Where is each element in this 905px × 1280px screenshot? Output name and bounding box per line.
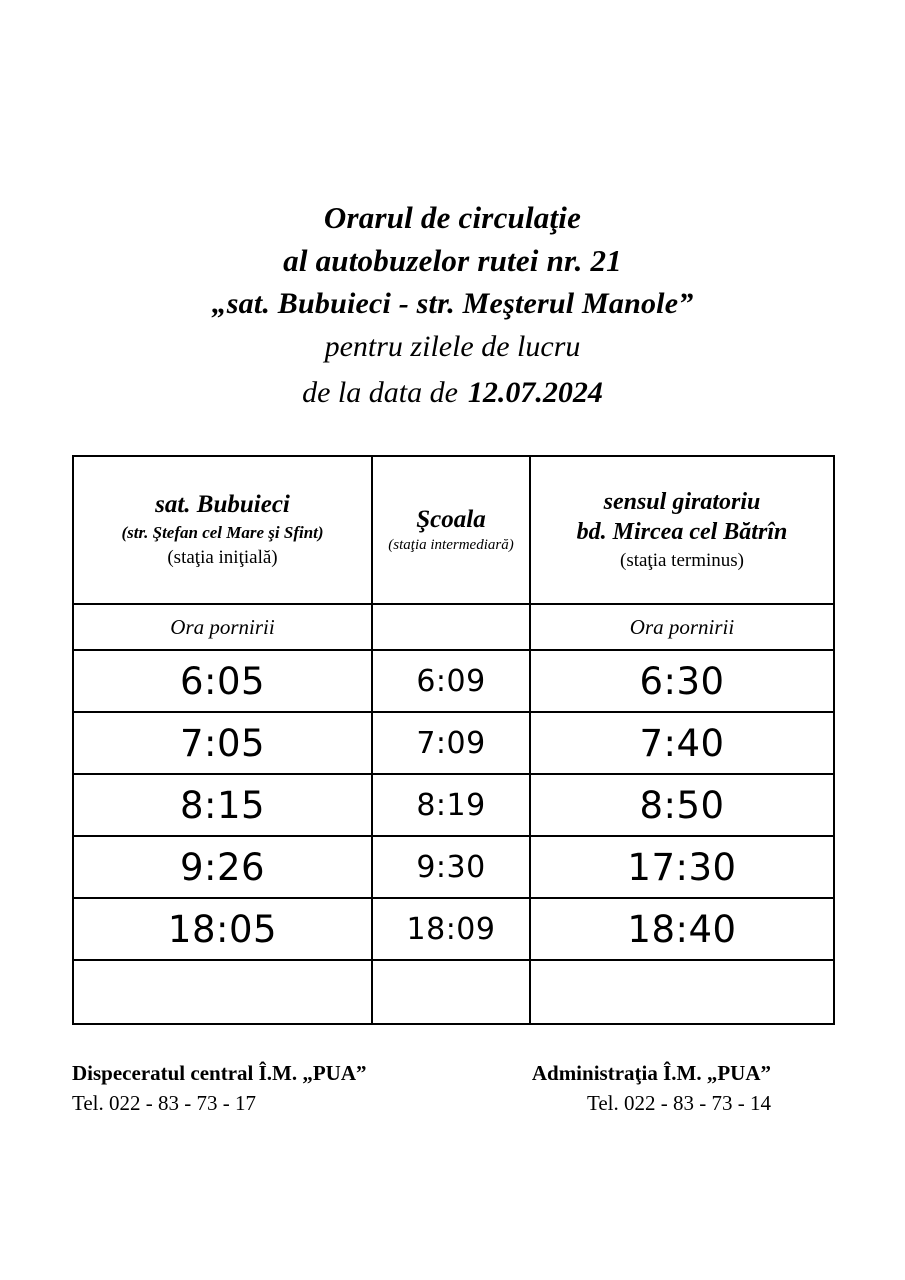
header-departure-name: sat. Bubuieci xyxy=(155,491,290,518)
footer-dispatch xyxy=(72,1058,367,1118)
cell-intermediate-time xyxy=(372,960,530,1024)
footer-dispatch-title: Dispeceratul central Î.M. „PUA” xyxy=(72,1061,367,1085)
cell-terminus-time xyxy=(530,960,834,1024)
footer-dispatch-phone: Tel. 022 - 83 - 73 - 17 xyxy=(72,1091,256,1115)
cell-departure-time xyxy=(73,960,372,1024)
cell-terminus-time: 8:50 xyxy=(530,774,834,836)
table-row xyxy=(73,836,834,898)
header-cell-terminus xyxy=(530,456,834,604)
cell-intermediate-time: 6:09 xyxy=(372,650,530,712)
footer-administration-phone: Tel. 022 - 83 - 73 - 14 xyxy=(587,1091,771,1115)
title-line-2: al autobuzelor rutei nr. 21 xyxy=(283,243,622,278)
table-row xyxy=(73,898,834,960)
effective-date: 12.07.2024 xyxy=(467,376,603,409)
cell-intermediate-time: 8:19 xyxy=(372,774,530,836)
table-header-row xyxy=(73,456,834,604)
table-row-empty xyxy=(73,960,834,1024)
subtitle-line: pentru zilele de lucru xyxy=(324,330,581,363)
footer xyxy=(72,1058,833,1118)
date-line xyxy=(72,371,833,415)
cell-intermediate-time: 7:09 xyxy=(372,712,530,774)
cell-departure-time: 6:05 xyxy=(73,650,372,712)
cell-intermediate-time: 9:30 xyxy=(372,836,530,898)
table-subheader-row xyxy=(73,604,834,650)
header-cell-intermediate xyxy=(372,456,530,604)
cell-terminus-time: 18:40 xyxy=(530,898,834,960)
header-terminus-name-2: bd. Mircea cel Bătrîn xyxy=(576,519,788,545)
header-departure-type: (staţia iniţială) xyxy=(167,547,278,568)
table-row xyxy=(73,774,834,836)
header-cell-departure xyxy=(73,456,372,604)
table-row xyxy=(73,650,834,712)
cell-departure-time: 8:15 xyxy=(73,774,372,836)
header-terminus-name-1: sensul giratoriu xyxy=(603,489,761,515)
footer-administration-title: Administraţia Î.M. „PUA” xyxy=(531,1061,771,1085)
schedule-table xyxy=(72,455,835,1025)
header-terminus-type: (staţia terminus) xyxy=(620,550,744,571)
cell-terminus-time: 6:30 xyxy=(530,650,834,712)
cell-departure-time: 9:26 xyxy=(73,836,372,898)
cell-departure-time: 18:05 xyxy=(73,898,372,960)
cell-terminus-time: 7:40 xyxy=(530,712,834,774)
cell-terminus-time: 17:30 xyxy=(530,836,834,898)
header-departure-street: (str. Ştefan cel Mare şi Sfint) xyxy=(121,523,324,542)
header-intermediate-type: (staţia intermediară) xyxy=(388,537,514,553)
title-block xyxy=(72,0,833,415)
cell-intermediate-time: 18:09 xyxy=(372,898,530,960)
subheader-intermediate-label xyxy=(372,604,530,650)
date-prefix: de la data de xyxy=(302,376,458,409)
cell-departure-time: 7:05 xyxy=(73,712,372,774)
title-line-1: Orarul de circulaţie xyxy=(323,200,582,235)
footer-administration xyxy=(532,1058,833,1118)
subheader-departure-label: Ora pornirii xyxy=(73,604,372,650)
title-line-3: „sat. Bubuieci - str. Meşterul Manole” xyxy=(211,287,694,320)
header-intermediate-name: Şcoala xyxy=(416,506,486,533)
subheader-terminus-label: Ora pornirii xyxy=(530,604,834,650)
table-row xyxy=(73,712,834,774)
